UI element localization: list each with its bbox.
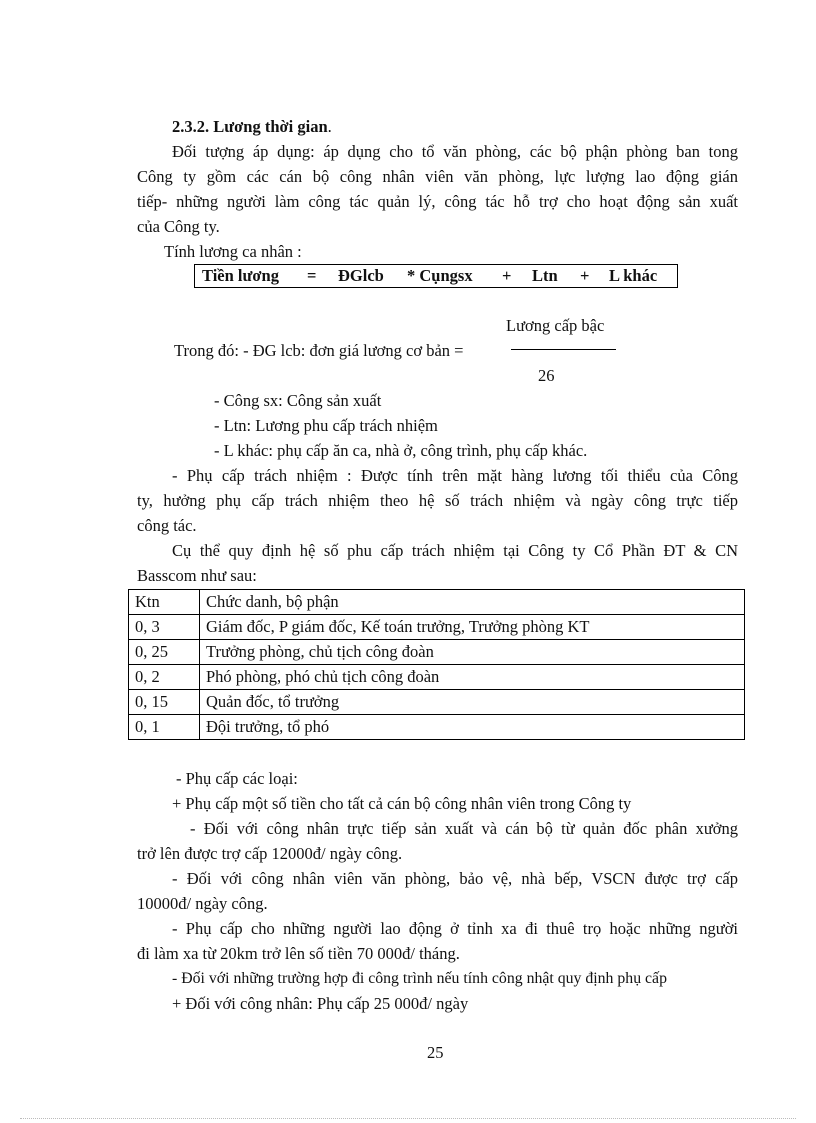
table-row [129,690,745,715]
para2-line3: công tác. [137,516,197,535]
position-cell: Phó phòng, phó chủ tịch công đoàn [200,665,745,690]
ktn-cell: 0, 2 [129,665,200,690]
formula-term-ltn: Ltn [532,266,558,285]
allowance-line-4a: - Phụ cấp cho những người lao động ở tỉnh xa đi thuê trọ hoặc những người [172,919,738,938]
para2-line2: ty, hưởng phụ cấp trách nhiệm theo hệ số trách nhiệm và ngày công trực tiếp [137,491,738,510]
fraction-denominator: 26 [538,366,555,385]
fraction-bar [511,349,616,350]
def-l-khac: - L khác: phụ cấp ăn ca, nhà ở, công trình, phụ cấp khác. [214,441,588,460]
table-row [129,715,745,740]
definition-lead: Trong đó: - ĐG lcb: đơn giá lương cơ bản = [174,341,464,360]
para1-line3: tiếp- những người làm công tác quản lý, công tác hỗ trợ cho hoạt động sản xuất [137,192,738,211]
para3-line1: Cụ thể quy định hệ số phu cấp trách nhiệm tại Công ty Cổ Phần ĐT & CN [172,541,738,560]
allowance-line-6: + Đối với công nhân: Phụ cấp 25 000đ/ ngày [172,994,469,1013]
formula-plus-1: + [502,266,512,285]
table-row [129,665,745,690]
para3-line2: Basscom như sau: [137,566,257,585]
ktn-cell: 0, 15 [129,690,200,715]
page-number: 25 [427,1043,444,1062]
position-cell: Quản đốc, tổ trưởng [200,690,745,715]
allowance-line-5: - Đối với những trường hợp đi công trình nếu tính công nhật quy định phụ cấp [172,970,667,987]
para1-line4: của Công ty. [137,217,220,236]
para2-line1: - Phụ cấp trách nhiệm : Được tính trên mặt hàng lương tối thiểu của Công [172,466,738,485]
allowance-line-2b: trở lên được trợ cấp 12000đ/ ngày công. [137,844,403,863]
allowance-line-3a: - Đối với công nhân viên văn phòng, bảo vệ, nhà bếp, VSCN được trợ cấp [172,869,738,888]
position-cell: Trưởng phòng, chủ tịch công đoàn [200,640,745,665]
position-cell: Giám đốc, P giám đốc, Kế toán trưởng, Trưởng phòng KT [200,615,745,640]
position-cell: Đội trưởng, tổ phó [200,715,745,740]
formula-plus-2: + [580,266,590,285]
header-ktn: Ktn [129,590,200,615]
page-bottom-divider [20,1118,796,1119]
allowance-line-4b: đi làm xa từ 20km trở lên số tiền 70 000đ/ tháng. [137,944,460,963]
def-cong-sx: - Công sx: Công sản xuất [214,391,382,410]
formula-term-lkhac: L khác [609,266,658,285]
ktn-cell: 0, 3 [129,615,200,640]
para1-line2: Công ty gồm các cán bộ công nhân viên văn phòng, lực lượng lao động gián [137,167,738,186]
def-ltn: - Ltn: Lương phu cấp trách nhiệm [214,416,438,435]
table-row [129,615,745,640]
allowance-line-1: + Phụ cấp một số tiền cho tất cả cán bộ công nhân viên trong Công ty [172,794,632,813]
responsibility-allowance-table [128,589,745,740]
calc-intro: Tính lương ca nhân : [164,242,302,261]
table-header-row [129,590,745,615]
formula-term-dglcb: ĐGlcb [338,266,384,285]
table-row [129,640,745,665]
section-title: 2.3.2. Lương thời gian. [172,117,332,136]
allowance-line-3b: 10000đ/ ngày công. [137,894,268,913]
header-position: Chức danh, bộ phận [200,590,745,615]
formula-eq: = [307,266,317,285]
formula-lhs: Tiền lương [202,266,279,285]
formula-term-cungsx: * Cụngsx [407,266,473,285]
ktn-cell: 0, 1 [129,715,200,740]
salary-formula [194,264,678,288]
ktn-cell: 0, 25 [129,640,200,665]
allowances-title: - Phụ cấp các loại: [176,769,298,788]
fraction-numerator: Lương cấp bậc [506,316,605,335]
allowance-line-2a: - Đối với công nhân trực tiếp sản xuất và cán bộ từ quản đốc phân xưởng [190,819,738,838]
para1-line1: Đối tượng áp dụng: áp dụng cho tổ văn phòng, các bộ phận phòng ban tong [172,142,738,161]
